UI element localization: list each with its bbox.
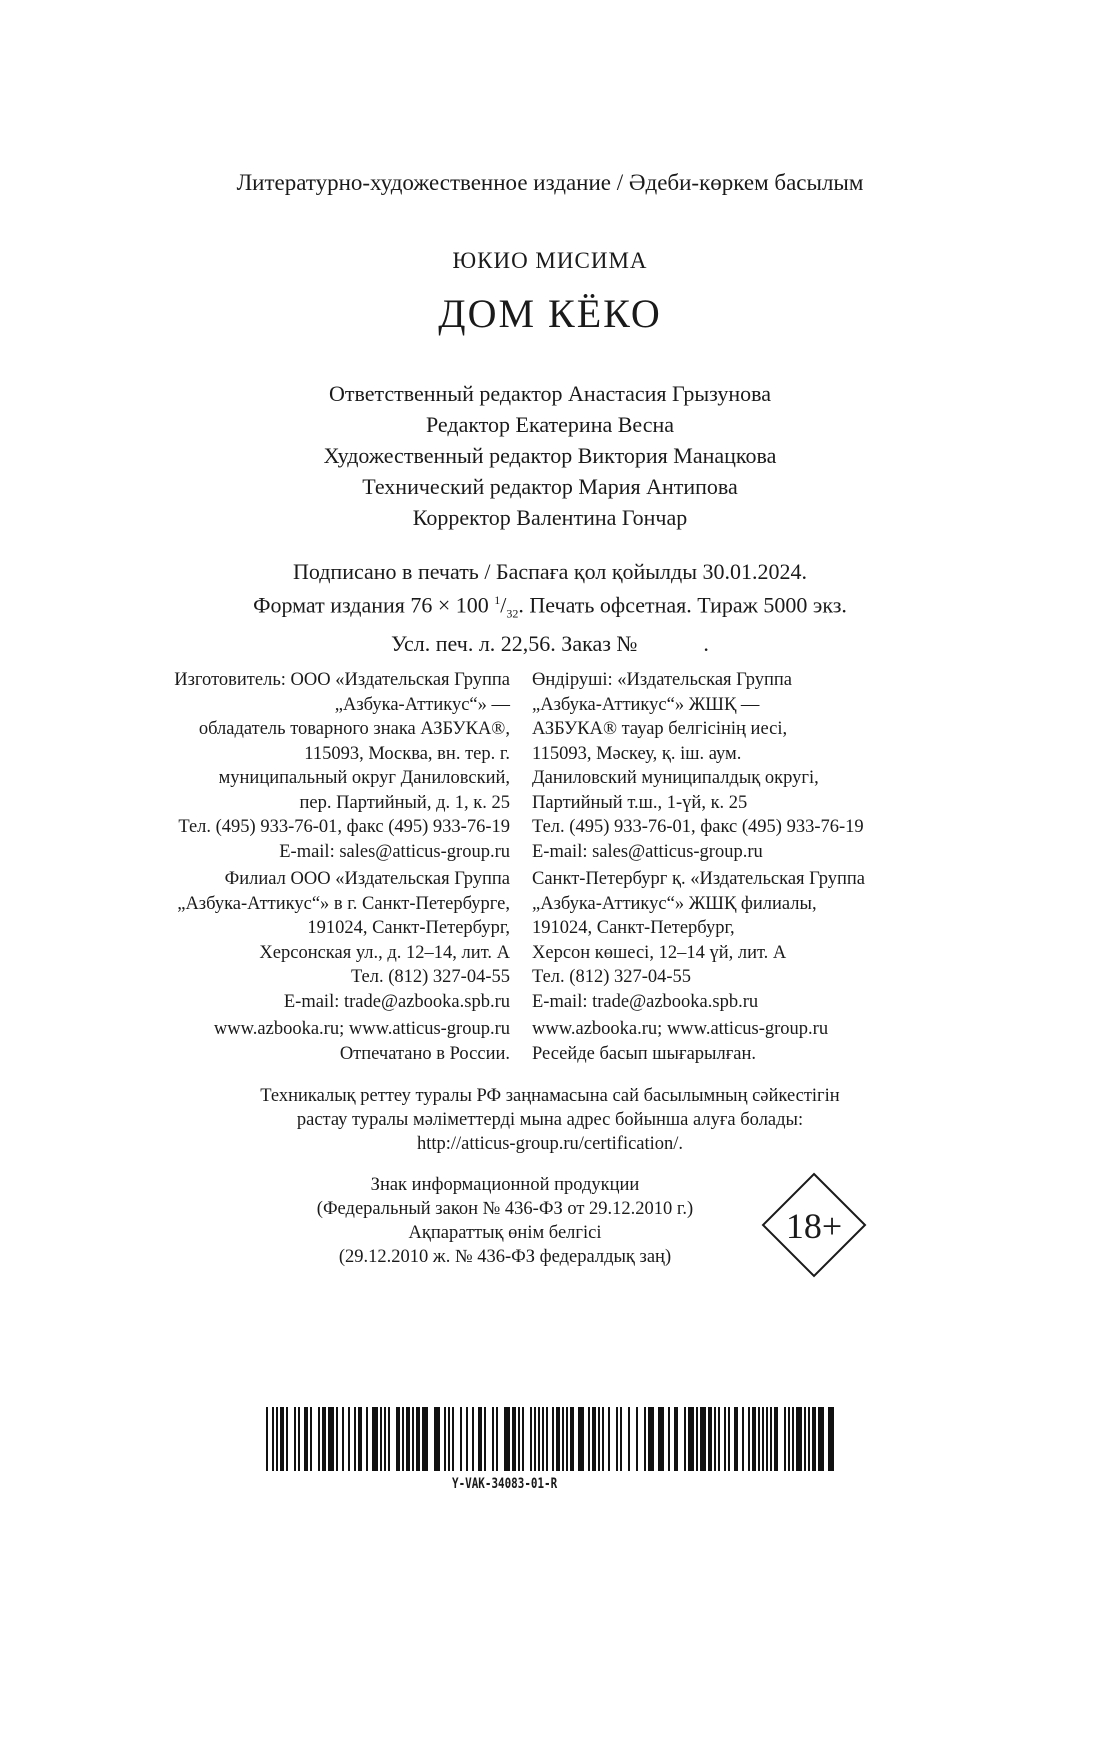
barcode-bar <box>304 1407 308 1471</box>
sheets-order: Усл. печ. л. 22,56. Заказ № . <box>391 630 709 656</box>
branch-ru-line: Херсонская ул., д. 12–14, лит. А <box>259 942 510 963</box>
barcode-bar <box>286 1407 288 1471</box>
branch-ru-line: E-mail: trade@azbooka.spb.ru <box>283 991 510 1012</box>
barcode-bar <box>658 1407 664 1471</box>
barcode-id: Y-VAK-34083-01-R <box>452 1476 558 1492</box>
barcode-bar <box>784 1407 786 1471</box>
age-rating-text: 18+ <box>785 1206 843 1246</box>
barcode-bar <box>504 1407 510 1471</box>
barcode-bar <box>422 1407 428 1471</box>
branch-kz-line: Санкт-Петербург қ. «Издательская Группа <box>532 869 865 889</box>
manufacturer-ru-line: Тел. (495) 933-76-01, факс (495) 933-76-19 <box>178 817 510 837</box>
barcode-bar <box>416 1407 420 1471</box>
web-kz <box>532 1017 828 1066</box>
certification-note <box>0 1084 1100 1156</box>
age-rating-badge <box>760 1171 868 1279</box>
barcode-bar <box>444 1407 446 1471</box>
barcode-bar <box>644 1407 646 1471</box>
editor-line: Ответственный редактор Анастасия Грызунова <box>328 381 772 406</box>
barcode-bar <box>714 1407 716 1471</box>
barcode-bar <box>542 1407 544 1471</box>
web-ru <box>214 1017 510 1066</box>
branch-kz-line: Тел. (812) 327-04-55 <box>532 967 692 987</box>
barcode-bar <box>648 1407 654 1471</box>
barcode-bar <box>366 1407 368 1471</box>
manufacturer-ru-line: 115093, Москва, вн. тер. г. <box>304 743 510 764</box>
branch-ru <box>177 867 510 1014</box>
barcode-bar <box>788 1407 790 1471</box>
manufacturer-kz-line: E-mail: sales@atticus-group.ru <box>532 841 763 862</box>
barcode-bar <box>588 1407 590 1471</box>
barcode-bar <box>388 1407 390 1471</box>
info-sign-line: (Федеральный закон № 436-ФЗ от 29.12.2010 г.) <box>316 1199 694 1219</box>
web-ru-line: Отпечатано в России. <box>339 1043 510 1064</box>
manufacturer-ru-line: муниципальный округ Даниловский, <box>218 768 510 788</box>
manufacturer-ru <box>174 668 510 864</box>
manufacturer-kz-line: Даниловский муниципалдық округі, <box>532 768 819 788</box>
barcode-bar <box>758 1407 760 1471</box>
branch-kz-line: Херсон көшесі, 12–14 үй, лит. А <box>532 942 787 963</box>
barcode-bar <box>358 1407 362 1471</box>
branch-kz-line: „Азбука-Аттикус“» ЖШҚ филиалы, <box>532 893 817 914</box>
barcode-bar <box>828 1407 834 1471</box>
editor-line: Редактор Екатерина Весна <box>425 412 675 437</box>
barcode-bar <box>406 1407 410 1471</box>
manufacturer-ru-line: обладатель товарного знака АЗБУКА®, <box>198 719 510 739</box>
barcode-bar <box>620 1407 622 1471</box>
editor-line: Технический редактор Мария Антипова <box>362 474 738 499</box>
barcode-bar <box>578 1407 584 1471</box>
barcode-bar <box>636 1407 638 1471</box>
info-sign-line: Ақпараттық өнім белгісі <box>408 1223 602 1243</box>
barcode-bar <box>552 1407 554 1471</box>
branch-ru-line: „Азбука-Аттикус“» в г. Санкт-Петербурге, <box>177 893 510 914</box>
barcode-bar <box>322 1407 326 1471</box>
editors-list <box>0 378 1100 533</box>
certification-line: растау туралы мәліметтерді мына адрес бойынша алуға болады: <box>296 1110 804 1130</box>
manufacturer-kz-line: Өндіруші: «Издательская Группа <box>532 670 792 690</box>
web-kz-line: Ресейде басып шығарылған. <box>532 1043 757 1064</box>
barcode-bar <box>684 1407 686 1471</box>
info-sign-line: Знак информационной продукции <box>370 1175 640 1195</box>
barcode-bar <box>518 1407 520 1471</box>
barcode-bar <box>348 1407 350 1471</box>
print-info <box>0 557 1100 658</box>
format-denominator: 32 <box>506 606 519 621</box>
manufacturer-kz-line: 115093, Мәскеу, қ. іш. аум. <box>532 743 742 764</box>
branch-kz-line: E-mail: trade@azbooka.spb.ru <box>532 991 759 1012</box>
barcode-bar <box>484 1407 486 1471</box>
barcode-bar <box>602 1407 604 1471</box>
barcode-bar <box>384 1407 386 1471</box>
branch-ru-line: Филиал ООО «Издательская Группа <box>224 869 510 889</box>
barcode-bar <box>742 1407 744 1471</box>
branch-kz-line: 191024, Санкт-Петербург, <box>532 918 735 938</box>
barcode-bar <box>336 1407 338 1471</box>
barcode-bar <box>372 1407 378 1471</box>
barcode-bar <box>294 1407 296 1471</box>
barcode-bar <box>708 1407 712 1471</box>
edition-type: Литературно-художественное издание / Әдеби-көркем басылым <box>236 170 864 195</box>
certification-url: http://atticus-group.ru/certification/. <box>416 1134 684 1154</box>
barcode-bar <box>616 1407 618 1471</box>
barcode-bar <box>310 1407 312 1471</box>
barcode-bar <box>434 1407 440 1471</box>
barcode-bar <box>466 1407 468 1471</box>
barcode-bar <box>546 1407 548 1471</box>
web-kz-line: www.azbooka.ru; www.atticus-group.ru <box>532 1019 829 1039</box>
barcode-bar <box>272 1407 274 1471</box>
barcode-bar <box>478 1407 482 1471</box>
barcode-bar <box>728 1407 730 1471</box>
barcode-bar <box>452 1407 454 1471</box>
barcode-bar <box>628 1407 630 1471</box>
author-name: ЮКИО МИСИМА <box>452 248 648 273</box>
manufacturer-kz-line: Тел. (495) 933-76-01, факс (495) 933-76-19 <box>532 817 864 837</box>
manufacturer-kz <box>532 668 864 864</box>
barcode-bar <box>762 1407 764 1471</box>
barcode-bar <box>530 1407 532 1471</box>
barcode-bar <box>492 1407 494 1471</box>
barcode-bar <box>512 1407 516 1471</box>
branch-ru-line: Тел. (812) 327-04-55 <box>350 967 510 987</box>
manufacturer-kz-line: АЗБУКА® тауар белгісінің иесі, <box>532 719 788 739</box>
barcode-bar <box>380 1407 382 1471</box>
barcode-bar <box>448 1407 450 1471</box>
manufacturer-ru-line: „Азбука-Аттикус“» — <box>334 694 510 715</box>
editor-line: Художественный редактор Виктория Манацкова <box>323 443 777 468</box>
book-title: ДОМ КЁКО <box>438 291 662 336</box>
info-sign-line: (29.12.2010 ж. № 436-ФЗ федералдық заң) <box>338 1247 672 1267</box>
barcode-bar <box>718 1407 720 1471</box>
barcode-bar <box>804 1407 806 1471</box>
barcode-bar <box>402 1407 404 1471</box>
barcode-bar <box>796 1407 802 1471</box>
manufacturer-ru-line: пер. Партийный, д. 1, к. 25 <box>299 792 510 813</box>
barcode-bar <box>818 1407 824 1471</box>
barcode-bar <box>566 1407 568 1471</box>
barcode-bar <box>770 1407 772 1471</box>
barcode-bar <box>792 1407 794 1471</box>
barcode-bar <box>534 1407 536 1471</box>
barcode <box>266 1407 834 1471</box>
barcode-bar <box>266 1407 268 1471</box>
branch-kz <box>532 867 865 1014</box>
format-numerator: 1 <box>494 593 501 607</box>
barcode-bar <box>752 1407 756 1471</box>
info-sign-text <box>270 1173 740 1269</box>
barcode-bar <box>298 1407 300 1471</box>
certification-line: Техникалық реттеу туралы РФ заңнамасына сай басылымның сәйкестігін <box>260 1086 840 1106</box>
barcode-bar <box>318 1407 320 1471</box>
manufacturer-kz-line: Партийный т.ш., 1-үй, к. 25 <box>532 792 748 813</box>
branch-ru-line: 191024, Санкт-Петербург, <box>307 918 510 938</box>
manufacturer-ru-line: Изготовитель: ООО «Издательская Группа <box>174 670 510 690</box>
barcode-bar <box>538 1407 540 1471</box>
barcode-bar <box>496 1407 498 1471</box>
barcode-bar <box>700 1407 706 1471</box>
barcode-bar <box>748 1407 750 1471</box>
barcode-bar <box>570 1407 574 1471</box>
format-line: Формат издания 76 × 100 $^1/_{32}$. Печать офсетная. Тираж 5000 экз. <box>253 592 847 621</box>
format-suffix: . Печать офсетная. Тираж 5000 экз. <box>518 592 847 618</box>
barcode-bar <box>766 1407 768 1471</box>
barcode-bar <box>522 1407 524 1471</box>
barcode-bar <box>460 1407 462 1471</box>
barcode-bar <box>342 1407 344 1471</box>
format-prefix: Формат издания 76 × 100 <box>253 592 495 618</box>
barcode-bar <box>472 1407 474 1471</box>
barcode-bar <box>808 1407 810 1471</box>
barcode-bar <box>696 1407 698 1471</box>
barcode-bar <box>328 1407 334 1471</box>
barcode-bar <box>276 1407 278 1471</box>
barcode-bar <box>592 1407 596 1471</box>
manufacturer-kz-line: „Азбука-Аттикус“» ЖШҚ — <box>532 694 760 715</box>
signed-date: Подписано в печать / Баспаға қол қойылды 30.01.2024. <box>292 559 808 584</box>
barcode-bar <box>598 1407 600 1471</box>
manufacturer-ru-line: E-mail: sales@atticus-group.ru <box>279 841 510 862</box>
barcode-bar <box>396 1407 400 1471</box>
barcode-bar <box>668 1407 670 1471</box>
barcode-bar <box>608 1407 610 1471</box>
barcode-bar <box>412 1407 414 1471</box>
barcode-bar <box>556 1407 560 1471</box>
editor-line: Корректор Валентина Гончар <box>412 505 688 530</box>
barcode-bar <box>734 1407 738 1471</box>
web-ru-line: www.azbooka.ru; www.atticus-group.ru <box>213 1019 510 1039</box>
barcode-bar <box>774 1407 778 1471</box>
barcode-bar <box>562 1407 564 1471</box>
barcode-bar <box>688 1407 694 1471</box>
barcode-bar <box>724 1407 726 1471</box>
barcode-bar <box>674 1407 678 1471</box>
barcode-bar <box>812 1407 816 1471</box>
barcode-bar <box>354 1407 356 1471</box>
barcode-bar <box>280 1407 284 1471</box>
